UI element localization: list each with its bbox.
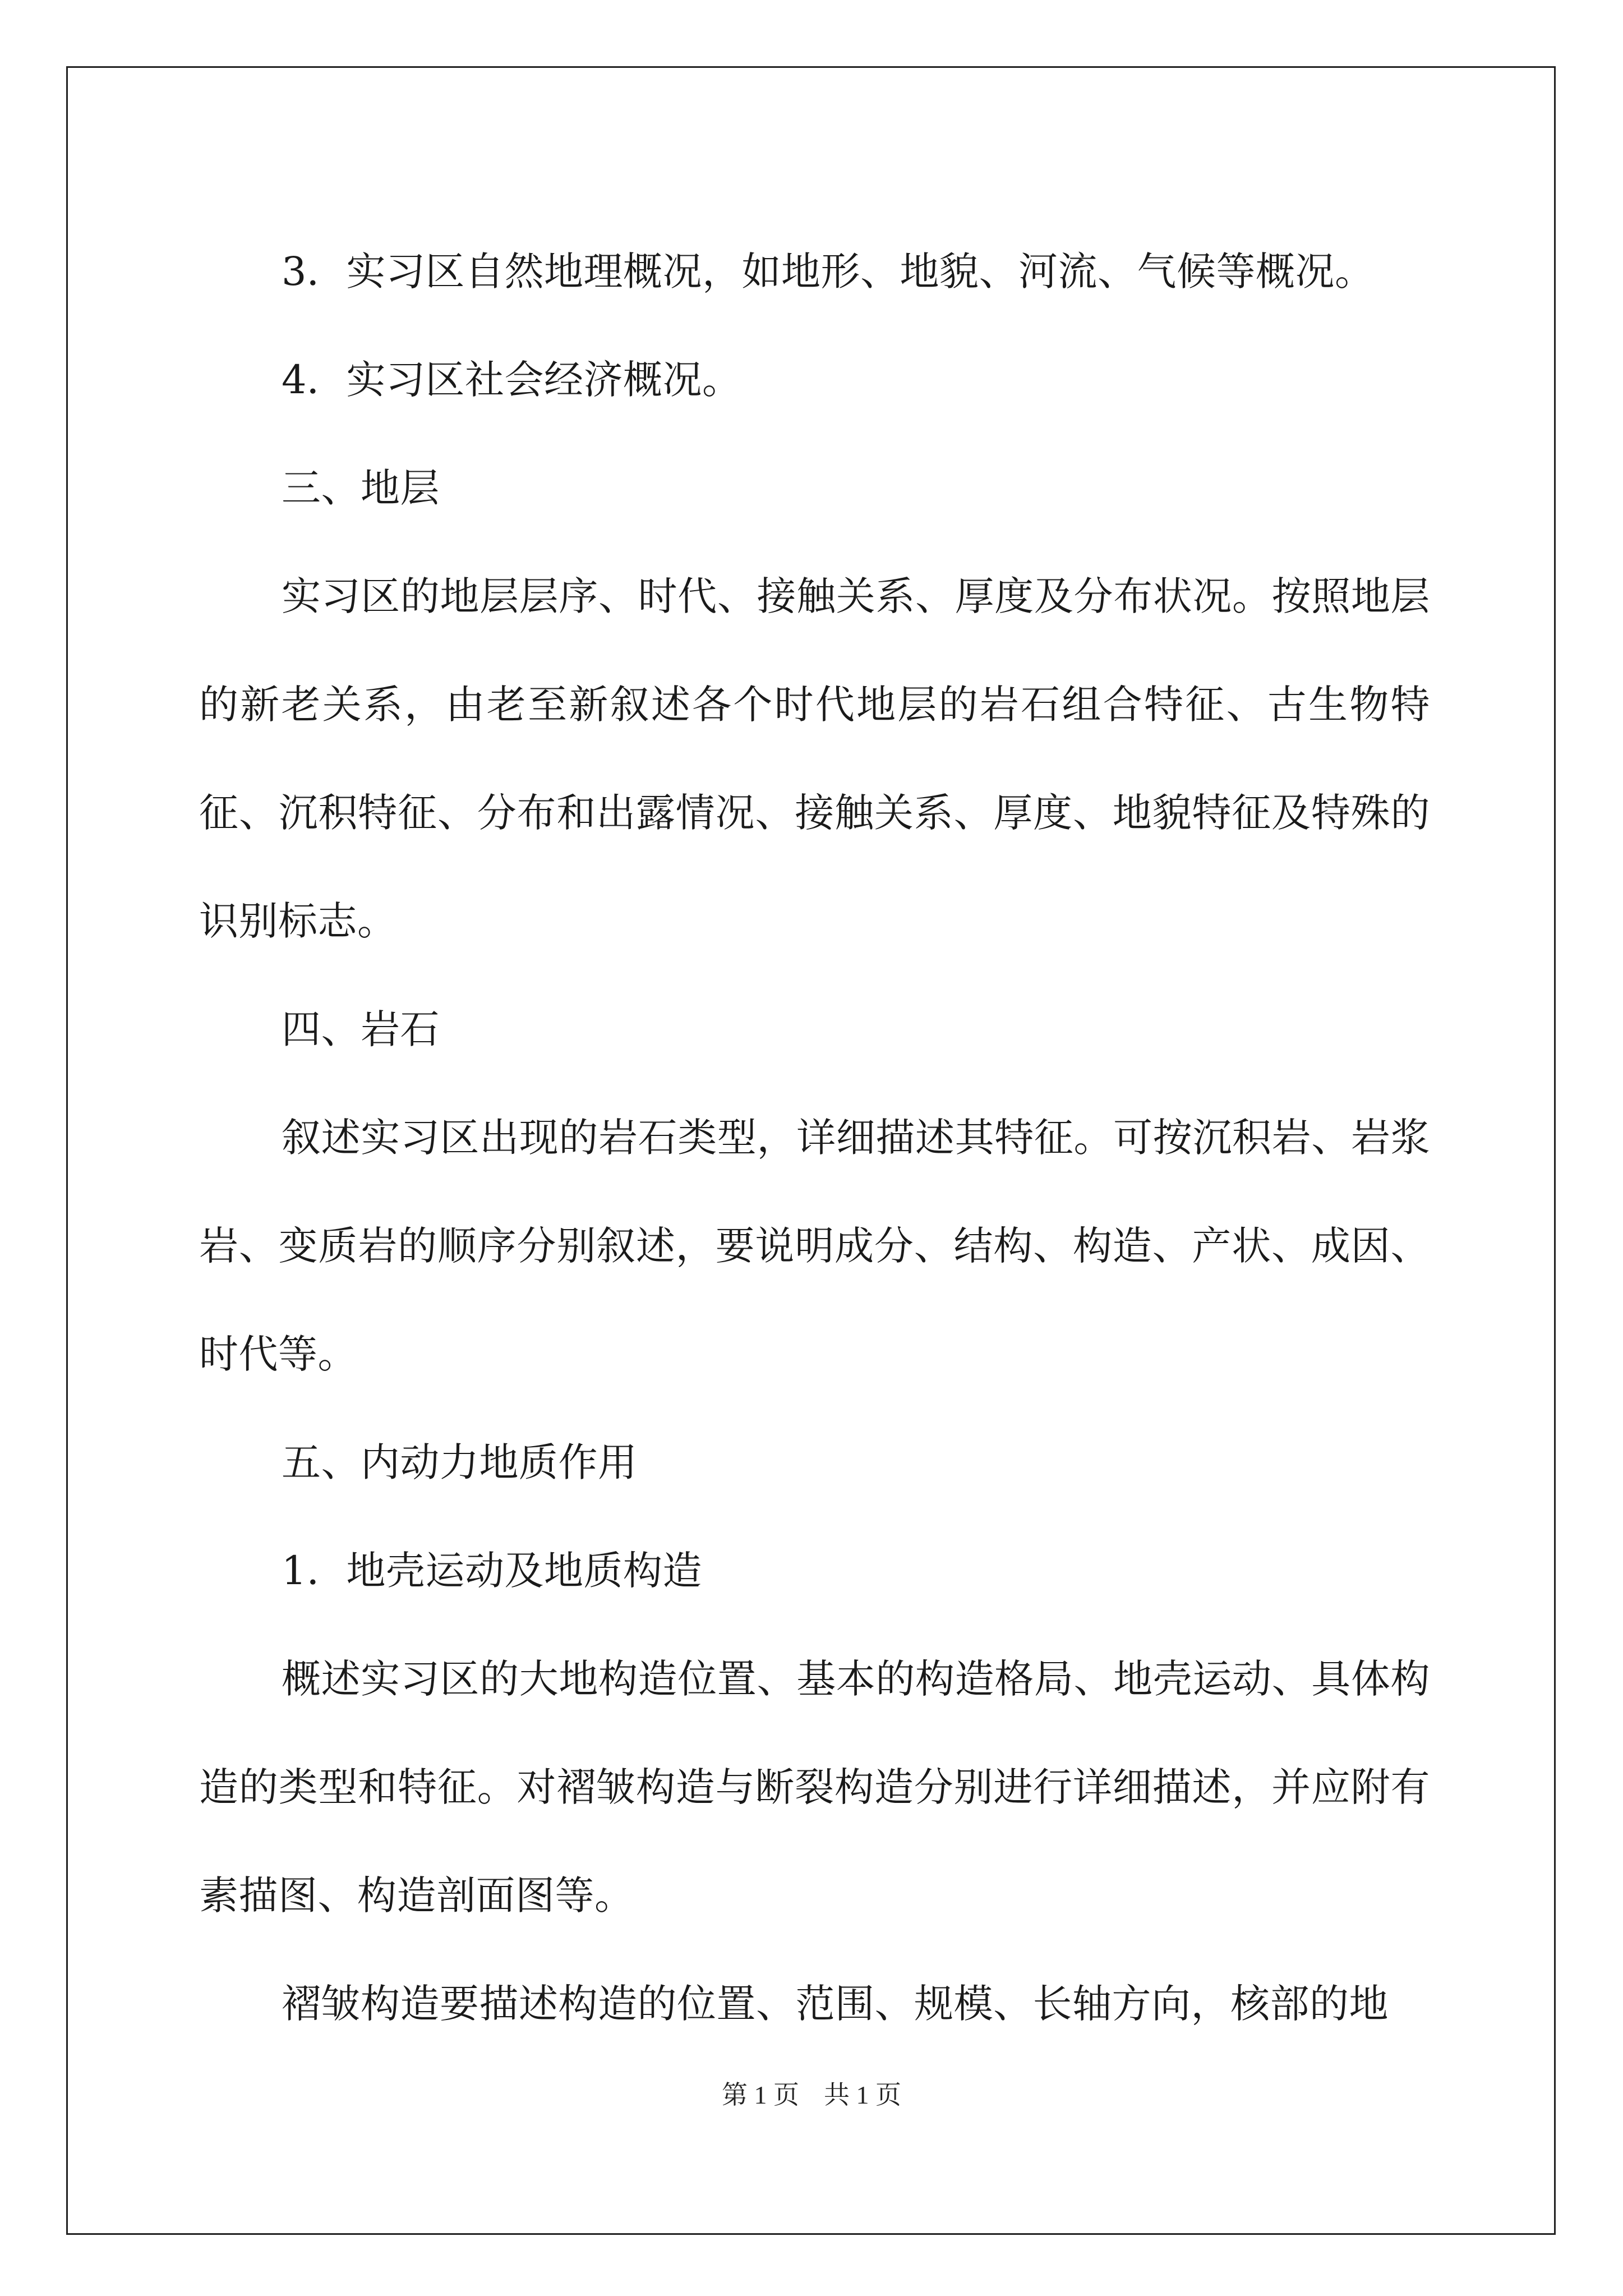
paragraph-fold-structures: 褶皱构造要描述构造的位置、范围、规模、长轴方向，核部的地 [282, 1981, 1389, 2027]
document-body [199, 218, 1430, 2058]
heading-rocks: 四、岩石 [282, 1006, 440, 1052]
subheading-crustal-movement: 1．地壳运动及地质构造 [282, 1548, 703, 1594]
paragraph-social-economy: 4．实习区社会经济概况。 [282, 357, 742, 403]
heading-strata: 三、地层 [282, 465, 440, 511]
paragraph-tectonics: 概述实习区的大地构造位置、基本的构造格局、地壳运动、具体构造的类型和特征。对褶皱构造与断裂构造分别进行详细描述，并应附有素描图、构造剖面图等。 [199, 1656, 1430, 1918]
page-number: 第 1 页 [722, 2081, 799, 2109]
heading-endogenic-geology: 五、内动力地质作用 [282, 1439, 638, 1485]
page-footer [0, 2074, 1623, 2111]
paragraph-rocks: 叙述实习区出现的岩石类型，详细描述其特征。可按沉积岩、岩浆岩、变质岩的顺序分别叙述，要说明成分、结构、构造、产状、成因、时代等。 [199, 1115, 1430, 1377]
paragraph-strata: 实习区的地层层序、时代、接触关系、厚度及分布状况。按照地层的新老关系，由老至新叙述各个时代地层的岩石组合特征、古生物特征、沉积特征、分布和出露情况、接触关系、厚度、地貌特征及特殊的识别标志。 [199, 573, 1430, 944]
paragraph-natural-geography: 3．实习区自然地理概况，如地形、地貌、河流、气候等概况。 [282, 249, 1375, 295]
page-total: 共 1 页 [824, 2081, 901, 2109]
